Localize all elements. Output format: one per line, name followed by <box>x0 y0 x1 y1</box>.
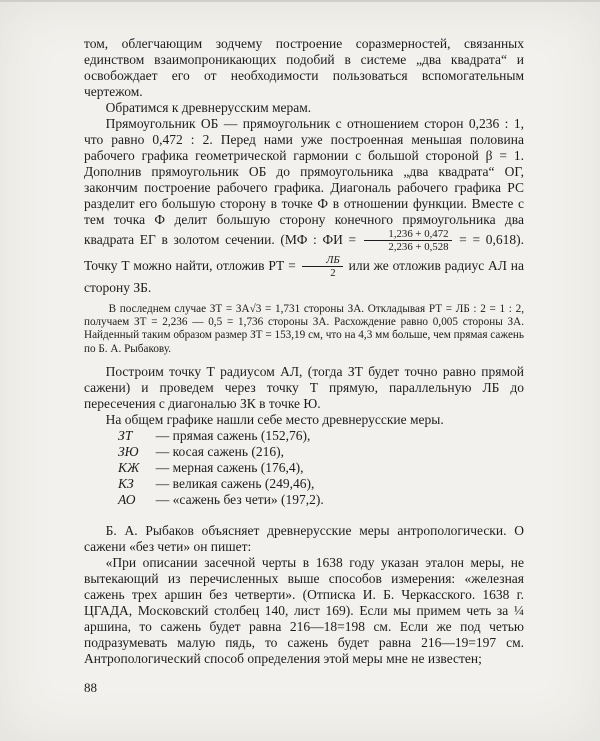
measures-list <box>118 428 524 508</box>
paragraph-construct: Построим точку Т радиусом АЛ, (тогда ЗТ будет точно равно прямой сажени) и проведем через точку Т прямую, параллельную ЛБ до пересечения с диагональю ЗК в точке Ю. <box>84 364 524 412</box>
rt-fraction <box>302 254 343 280</box>
main-text-before-formula: Прямоугольник ОБ — прямоугольник с отношением сторон 0,236 : 1, что равно 0,472 : 2. Перед нами уже построенная меньшая половина рабочего графика геометрической гармонии с большой стороной β = 1. Дополнив прямоугольник ОБ до прямоугольника „два квадрата“ ОГ, закончим построение рабочего графика. Диагональ рабочего графика РС разделит его большую сторону в точке Ф в отношении функции. Вместе с тем точка Ф делит большую сторону конечного прямоугольника два квадрата ЕГ в золотом сечении. (МФ : ФИ = <box>84 116 524 247</box>
measure-label: КЖ <box>118 460 140 476</box>
paragraph-quote: «При описании засечной черты в 1638 году указан эталон меры, не вытекающий из перечисленных выше способов измерения: «железная сажень трех аршин без четверти». (Отписка И. Б. Черкасского. 1638 г. ЦГАДА, Московский столбец 140, лист 169). Если мы примем четь за ¼ аршина, то сажень будет равна 216—18=198 см. Если же под четью подразумевать малую пядь, то сажень будет равна 216—19=197 см. Антропологический способ определения этой меры мне не известен; <box>84 555 524 667</box>
measure-text: — прямая сажень (152,76), <box>155 428 311 444</box>
list-item <box>118 492 524 508</box>
measure-text: — «сажень без чети» (197,2). <box>155 492 324 508</box>
list-item <box>118 476 524 492</box>
paragraph-rybakov: Б. А. Рыбаков объясняет древнерусские меры антропологически. О сажени «без чети» он пишет: <box>84 523 524 555</box>
paragraph-lead: Обратимся к древнерусским мерам. <box>105 100 312 115</box>
small-print-note: В последнем случае ЗТ = ЗА√3 = 1,731 стороны ЗА. Откладывая РТ = ЛБ : 2 = 1 : 2, получаем ЗТ = 2,236 — 0,5 = 1,736 стороны ЗА. Расхождение равно 0,005 стороны ЗА. Найденный таким образом размер ЗТ = 153,19 см, что на 4,3 мм больше, чем прямая сажень по Б. А. Рыбакову. <box>84 302 524 355</box>
main-text-between-formulas: = = 0,618). Точку Т можно найти, отложив РТ = <box>84 232 524 273</box>
page-content <box>84 36 524 696</box>
measure-label: КЗ <box>118 476 134 492</box>
fraction-numerator: ЛБ <box>302 254 343 267</box>
measure-label: АО <box>118 492 136 508</box>
measure-text: — великая сажень (249,46), <box>155 476 315 492</box>
measure-label: ЗЮ <box>118 444 139 460</box>
main-text-after-formula: или же отложив радиус АЛ на сторону ЗБ. <box>84 257 524 295</box>
measure-label: ЗТ <box>118 428 133 444</box>
fraction-denominator: 2 <box>330 267 336 280</box>
fraction-numerator: 1,236 + 0,472 <box>364 228 452 241</box>
golden-ratio-fraction <box>364 228 452 254</box>
list-item <box>118 444 524 460</box>
measure-text: — косая сажень (216), <box>155 444 285 460</box>
paragraph-main <box>84 116 524 296</box>
paragraph-measures-intro: На общем графике нашли себе место древнерусские меры. <box>105 412 444 428</box>
fraction-denominator: 2,236 + 0,528 <box>388 241 449 254</box>
list-item <box>118 428 524 444</box>
measure-text: — мерная сажень (176,4), <box>155 460 304 476</box>
list-item <box>118 460 524 476</box>
paragraph-continuation: том, облегчающим зодчему построение соразмерностей, связанных единством взаимопроникающих подобий в системе „два квадрата“ и освобождает его от необходимости пользоваться вспомогательным чертежом. <box>84 36 524 99</box>
page-number: 88 <box>84 680 97 696</box>
